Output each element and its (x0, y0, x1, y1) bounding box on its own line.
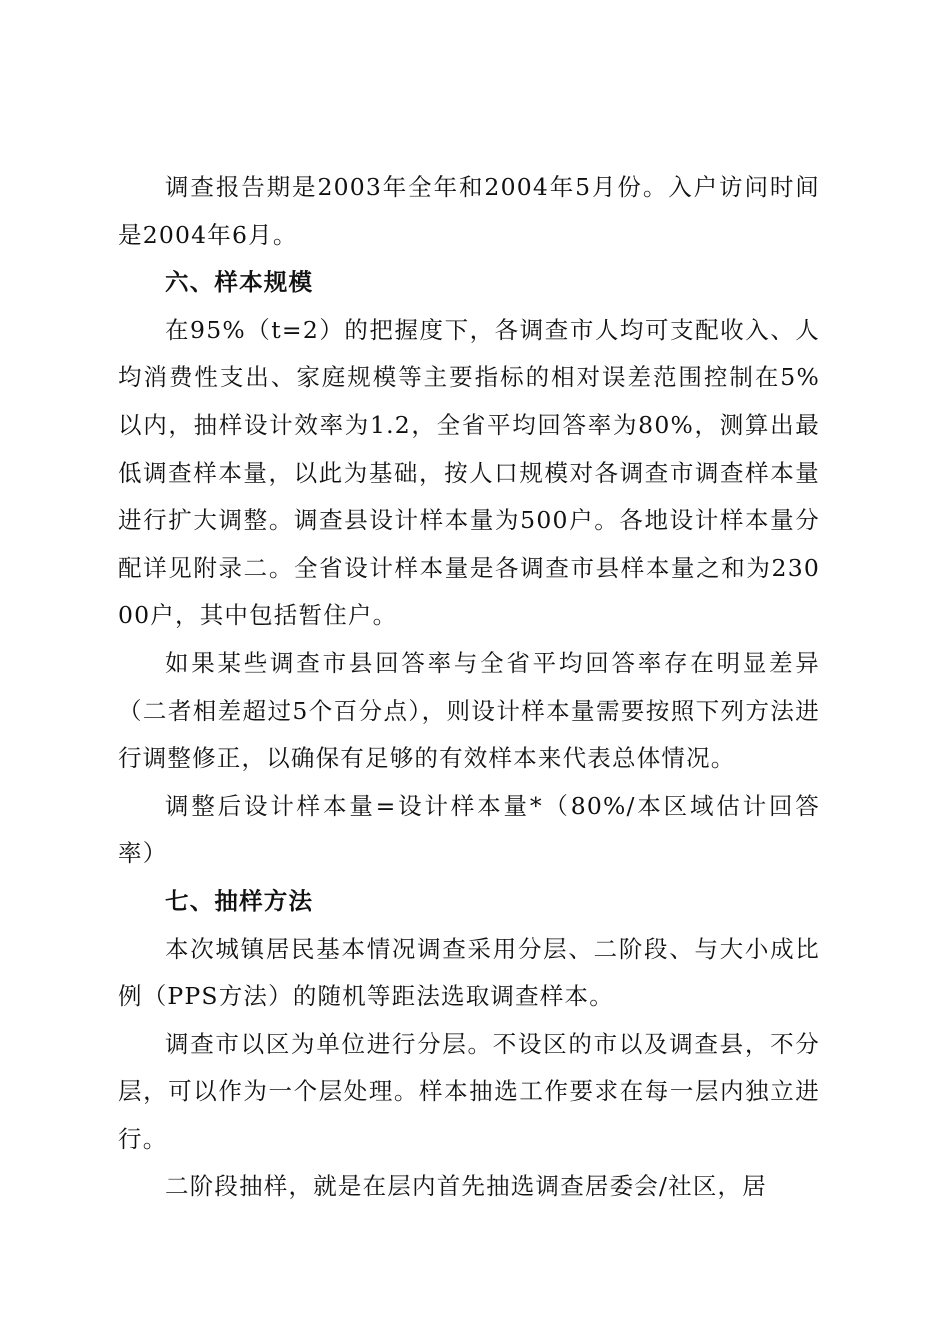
document-body (118, 164, 820, 1211)
paragraph-report-period: 调查报告期是2003年全年和2004年5月份。入户访问时间是2004年6月。 (118, 173, 820, 249)
paragraph-two-stage-sampling: 二阶段抽样，就是在层内首先抽选调查居委会/社区，居 (165, 1172, 767, 1201)
paragraph-response-rate-adjustment: 如果某些调查市县回答率与全省平均回答率存在明显差异（二者相差超过5个百分点），则设计样本量需要按照下列方法进行调整修正，以确保有足够的有效样本来代表总体情况。 (118, 648, 820, 773)
paragraph-stratification: 调查市以区为单位进行分层。不设区的市以及调查县，不分层，可以作为一个层处理。样本抽选工作要求在每一层内独立进行。 (118, 1029, 820, 1153)
section-heading-sample-size: 六、样本规模 (165, 268, 314, 297)
paragraph-sample-size: 在95%（t=2）的把握度下，各调查市人均可支配收入、人均消费性支出、家庭规模等主要指标的相对误差范围控制在5%以内，抽样设计效率为1.2，全省平均回答率为80%，测算出最低调查样本量，以此为基础，按人口规模对各调查市调查样本量进行扩大调整。调查县设计样本量为500户。各地设计样本量分配详见附录二。全省设计样本量是各调查市县样本量之和为23000户，其中包括暂住户。 (118, 315, 820, 630)
paragraph-sampling-design: 本次城镇居民基本情况调查采用分层、二阶段、与大小成比例（PPS方法）的随机等距法选取调查样本。 (118, 934, 820, 1011)
section-heading-sampling-method: 七、抽样方法 (165, 886, 314, 915)
paragraph-adjustment-formula: 调整后设计样本量=设计样本量*（80%/本区域估计回答率） (118, 791, 820, 868)
